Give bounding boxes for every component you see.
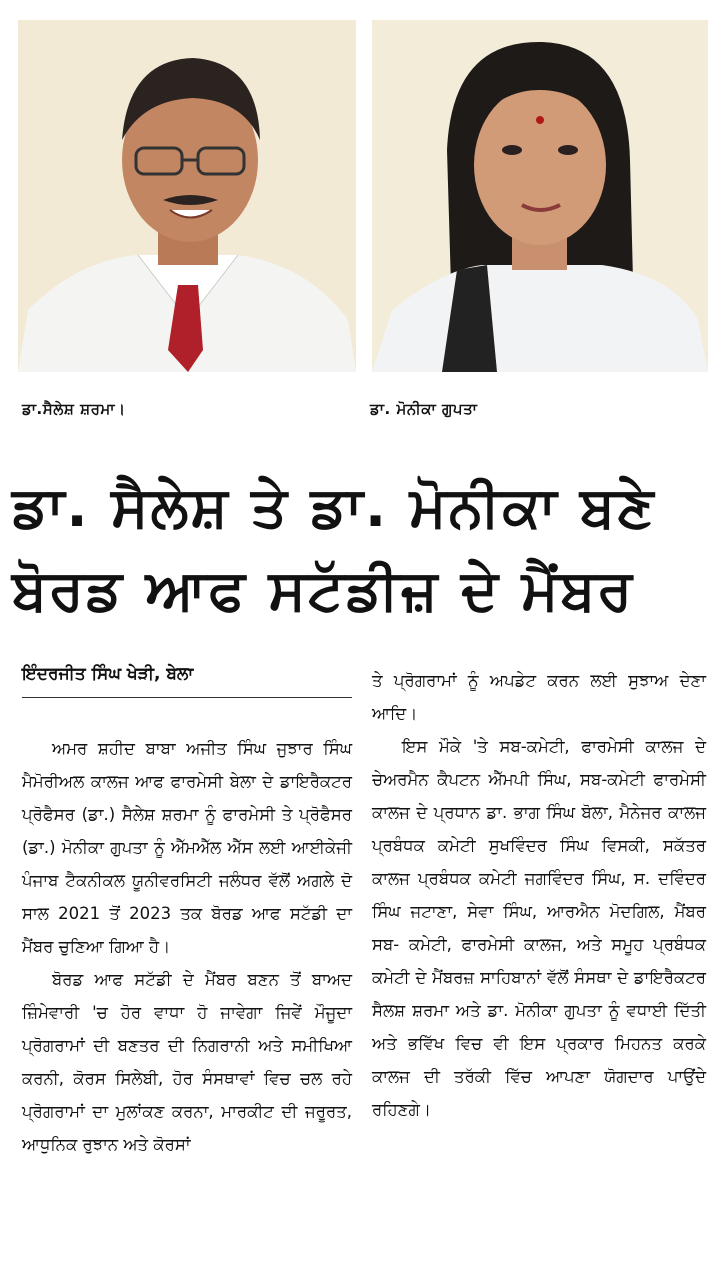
portrait-woman-image	[372, 20, 708, 372]
article-column-left	[22, 732, 352, 1161]
portrait-man-image	[18, 20, 356, 372]
article-paragraph: ਇਸ ਮੌਕੇ 'ਤੇ ਸਬ-ਕਮੇਟੀ, ਫਾਰਮੇਸੀ ਕਾਲਜ ਦੇ ਚੇਅਰਮੈਨ ਕੈਪਟਨ ਐੱਮਪੀ ਸਿੰਘ, ਸਬ-ਕਮੇਟੀ ਫਾਰਮੇਸੀ ਕਾਲਜ ਦੇ ਪ੍ਰਧਾਨ ਡਾ. ਭਾਗ ਸਿੰਘ ਬੋਲਾ, ਮੈਨੇਜਰ ਕਾਲਜ ਪ੍ਰਬੰਧਕ ਕਮੇਟੀ ਸੁਖਵਿੰਦਰ ਸਿੰਘ ਵਿਸਕੀ, ਸਕੱਤਰ ਕਾਲਜ ਪ੍ਰਬੰਧਕ ਕਮੇਟੀ ਜਗਵਿੰਦਰ ਸਿੰਘ, ਸ. ਦਵਿੰਦਰ ਸਿੰਘ ਜਟਾਣਾ, ਸੇਵਾ ਸਿੰਘ, ਆਰਐਨ ਮੋਦਗਿਲ, ਮੈਂਬਰ ਸਬ- ਕਮੇਟੀ, ਫਾਰਮੇਸੀ ਕਾਲਜ, ਅਤੇ ਸਮੂਹ ਪ੍ਰਬੰਧਕ ਕਮੇਟੀ ਦੇ ਮੈਂਬਰਜ਼ ਸਾਹਿਬਾਨਾਂ ਵੱਲੋਂ ਸੰਸਥਾ ਦੇ ਡਾਇਰੈਕਟਰ ਸੈਲਸ਼ ਸ਼ਰਮਾ ਅਤੇ ਡਾ. ਮੋਨੀਕਾ ਗੁਪਤਾ ਨੂੰ ਵਧਾਈ ਦਿੱਤੀ ਅਤੇ ਭਵਿੱਖ ਵਿਚ ਵੀ ਇਸ ਪ੍ਰਕਾਰ ਮਿਹਨਤ ਕਰਕੇ ਕਾਲਜ ਦੀ ਤਰੱਕੀ ਵਿੱਚ ਆਪਣਾ ਯੋਗਦਾਰ ਪਾਉਂਦੇ ਰਹਿਣਗੇ।	[372, 737, 706, 1119]
headline-line-1: ਡਾ. ਸੈਲੇਸ਼ ਤੇ ਡਾ. ਮੋਨੀਕਾ ਬਣੇ	[12, 475, 656, 540]
photo-caption-left: ਡਾ.ਸੈਲੇਸ਼ ਸ਼ਰਮਾ।	[22, 400, 126, 418]
headline-line-2: ਬੋਰਡ ਆਫ ਸਟੱਡੀਜ਼ ਦੇ ਮੈਂਬਰ	[12, 558, 635, 623]
article-paragraph: ਅਮਰ ਸ਼ਹੀਦ ਬਾਬਾ ਅਜੀਤ ਸਿੰਘ ਜੁਝਾਰ ਸਿੰਘ ਮੈਮੋਰੀਅਲ ਕਾਲਜ ਆਫ ਫਾਰਮੇਸੀ ਬੇਲਾ ਦੇ ਡਾਇਰੈਕਟਰ ਪ੍ਰੋਫੈਸਰ (ਡਾ.) ਸੈਲੇਸ਼ ਸ਼ਰਮਾ ਨੂੰ ਫਾਰਮੇਸੀ ਤੇ ਪ੍ਰੋਫੈਸਰ (ਡਾ.) ਮੋਨੀਕਾ ਗੁਪਤਾ ਨੂੰ ਐੱਮਐੱਲ ਐੱਸ ਲਈ ਆਈਕੇਜੀ ਪੰਜਾਬ ਟੈਕਨੀਕਲ ਯੂਨੀਵਰਸਿਟੀ ਜਲੰਧਰ ਵੱਲੋਂ ਅਗਲੇ ਦੋ ਸਾਲ 2021 ਤੋਂ 2023 ਤਕ ਬੋਰਡ ਆਫ ਸਟੱਡੀ ਦਾ ਮੈਂਬਰ ਚੁਣਿਆ ਗਿਆ ਹੈ।	[22, 739, 352, 956]
byline-divider	[22, 697, 352, 698]
byline: ਇੰਦਰਜੀਤ ਸਿੰਘ ਖੇੜੀ, ਬੇਲਾ	[22, 664, 194, 684]
photo-dr-shailesh-sharma	[18, 20, 356, 372]
article-paragraph: ਤੇ ਪ੍ਰੋਗਰਾਮਾਂ ਨੂੰ ਅਪਡੇਟ ਕਰਨ ਲਈ ਸੁਝਾਅ ਦੇਣਾ ਆਦਿ।	[372, 671, 706, 723]
photo-caption-right: ਡਾ. ਮੋਨੀਕਾ ਗੁਪਤਾ	[370, 400, 478, 418]
article-column-right	[372, 664, 706, 1126]
photo-dr-monika-gupta	[372, 20, 708, 372]
article-paragraph: ਬੋਰਡ ਆਫ ਸਟੱਡੀ ਦੇ ਮੈਂਬਰ ਬਣਨ ਤੋਂ ਬਾਅਦ ਜ਼ਿੰਮੇਵਾਰੀ 'ਚ ਹੋਰ ਵਾਧਾ ਹੋ ਜਾਵੇਗਾ ਜਿਵੇਂ ਮੌਜੂਦਾ ਪ੍ਰੋਗਰਾਮਾਂ ਦੀ ਬਣਤਰ ਦੀ ਨਿਗਰਾਨੀ ਅਤੇ ਸਮੀਖਿਆ ਕਰਨੀ, ਕੋਰਸ ਸਿਲੇਬੀ, ਹੋਰ ਸੰਸਥਾਵਾਂ ਵਿਚ ਚਲ ਰਹੇ ਪ੍ਰੋਗਰਾਮਾਂ ਦਾ ਮੁਲਾਂਕਣ ਕਰਨਾ, ਮਾਰਕੀਟ ਦੀ ਜਰੂਰਤ, ਆਧੁਨਿਕ ਰੁਝਾਨ ਅਤੇ ਕੋਰਸਾਂ	[22, 970, 352, 1154]
